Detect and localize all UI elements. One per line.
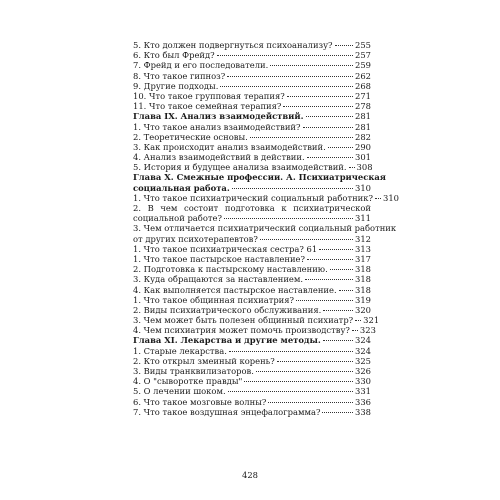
toc-entry-title: 1. Старые лекарства. [133,345,227,356]
toc-group-1 [133,40,371,172]
toc-entry[interactable] [133,71,371,81]
toc-page-number: 312 [355,233,371,244]
toc-entry-title: 6. Что такое мозговые волны? [133,396,267,407]
toc-entry-title: 4. Как выполняется пастырское наставление. [133,284,337,295]
toc-leader-dots [287,96,353,97]
toc-leader-dots [250,137,353,138]
toc-leader-dots [217,55,353,56]
toc-page-number: 259 [355,60,371,71]
toc-leader-dots [256,371,353,372]
toc-chapter-entry[interactable] [133,335,371,345]
toc-chapter-10-title-line2: социальная работа. [133,182,230,193]
toc-leader-dots [335,45,353,46]
toc-page-number: 336 [355,396,371,407]
toc-chapter-10-title-line2-row [133,183,371,193]
toc-page-number: 318 [355,274,371,285]
toc-leader-dots [323,310,353,311]
toc-leader-dots [349,167,355,168]
toc-leader-dots [306,116,353,117]
toc-page-number: 311 [355,213,371,224]
toc-leader-dots [328,147,353,148]
toc-item-2-line2-row [133,213,371,223]
toc-leader-dots [319,249,353,250]
toc-entry-title: 5. О лечении шоком. [133,386,226,397]
toc-chapter-10-title-line1: Глава X. Смежные профессии. А. Психиатрическая [133,172,386,183]
toc-page-number: 271 [355,90,371,101]
toc-entry-title: 9. Другие подходы. [133,80,219,91]
toc-item-2-line2: социальной работе? [133,213,222,224]
toc-entry[interactable] [133,60,371,70]
toc-entry[interactable] [133,162,371,172]
toc-entry[interactable] [133,101,371,111]
toc-leader-dots [303,127,354,128]
toc-entry-title: 3. Куда обращаются за наставлением. [133,274,304,285]
toc-entry-title: 1. Что такое психиатрический социальный работник? [133,192,373,203]
toc-entry[interactable] [133,356,371,366]
toc-entry[interactable] [133,50,371,60]
toc-entry-title: 7. Фрейд и его последователи. [133,60,269,71]
toc-page-number: 331 [355,386,371,397]
toc-leader-dots [227,76,353,77]
toc-entry-title: 2. Теоретические основы. [133,131,248,142]
toc-page-number: 325 [355,355,371,366]
toc-page-number: 338 [355,406,371,417]
toc-leader-dots [244,381,353,382]
toc-page-number: 313 [355,243,371,254]
toc-entry[interactable] [133,305,371,315]
toc-entry[interactable] [133,91,371,101]
toc-leader-dots [260,239,353,240]
toc-leader-dots [323,340,353,341]
toc-entry-title: 3. Чем может быть полезен общинный психиатр? [133,315,354,326]
toc-leader-dots [305,279,353,280]
toc-leader-dots [307,157,353,158]
toc-page-number: 320 [355,304,371,315]
toc-entry-title: 7. Что такое воздушная энцефалограмма? [133,406,321,417]
toc-page-number: 318 [355,264,371,275]
toc-page-number: 301 [355,152,371,163]
toc-entry-title: 11. Что такое семейная терапия? [133,101,282,112]
toc-leader-dots [339,290,353,291]
toc-entry[interactable] [133,192,399,203]
toc-entry[interactable] [133,244,371,254]
toc-entry[interactable] [133,366,371,376]
table-of-contents [133,40,399,417]
toc-entry-title: 3. Как происходит анализ взаимодействий. [133,141,326,152]
toc-page-number: 281 [355,111,371,122]
toc-entry-title: 5. История и будущее анализа взаимодействий. [133,162,347,173]
toc-entry-title: 6. Кто был Фрейд? [133,50,215,61]
toc-page-number: 317 [355,253,371,264]
toc-leader-dots [224,218,353,219]
toc-page-number: 323 [359,325,376,336]
toc-entry[interactable] [133,254,371,264]
toc-entry[interactable] [133,142,371,152]
toc-entry-title: 4. Чем психиатрия может помочь производству? [133,325,350,336]
toc-item-2-line1: 2. В чем состоит подготовка к психиатрической [133,203,371,213]
toc-leader-dots [322,412,353,413]
toc-entry-title: 2. Виды психиатрического обслуживания. [133,304,322,315]
toc-item-3-entry[interactable] [133,223,397,244]
toc-entry-title: Глава IX. Анализ взаимодействий. [133,111,304,122]
toc-leader-dots [277,361,353,362]
toc-entry-title: 4. Анализ взаимодействий в действии. [133,152,305,163]
toc-page-number: 290 [355,141,371,152]
toc-entry[interactable] [133,346,371,356]
toc-entry[interactable] [133,40,371,50]
toc-page-number: 318 [355,284,371,295]
toc-leader-dots [232,188,353,189]
toc-entry[interactable] [133,264,371,274]
toc-entry[interactable] [133,407,371,417]
toc-leader-dots [352,330,358,331]
toc-entry-title: 2. Кто открыл змеиный корень? [133,355,275,366]
toc-entry[interactable] [133,376,371,386]
toc-entry[interactable] [133,397,371,407]
toc-entry[interactable] [133,81,371,91]
toc-entry-title: 1. Что такое пастырское наставление? [133,253,305,264]
toc-page-number: 319 [355,294,371,305]
toc-entry[interactable] [133,132,371,142]
toc-page-number: 324 [355,345,371,356]
toc-item-3-line2-row [133,234,371,244]
toc-entry[interactable] [133,274,371,284]
toc-page-number: 255 [355,40,371,50]
toc-entry-title: 1. Что такое психиатрическая сестра? 61 [133,243,318,254]
toc-leader-dots [220,86,353,87]
toc-page-number: 282 [355,131,371,142]
toc-entry-title: 8. Что такое гипноз? [133,70,226,81]
toc-page-number: 308 [356,162,373,173]
toc-group-3 [133,243,380,417]
toc-entry[interactable] [133,152,371,162]
toc-entry-title: 2. Подготовка к пастырскому наставлению. [133,264,328,275]
toc-leader-dots [307,259,353,260]
toc-leader-dots [283,106,353,107]
toc-page-number: 321 [363,315,380,326]
page-number: 428 [242,470,258,480]
toc-page-number: 281 [355,121,371,132]
toc-leader-dots [228,391,353,392]
toc-page-number: 268 [355,80,371,91]
toc-page-number: 326 [355,366,371,376]
toc-entry[interactable] [133,295,371,305]
toc-entry-title: 1. Что такое анализ взаимодействий? [133,121,301,132]
toc-entry-title: 4. О "сыворотке правды" [133,376,243,387]
toc-leader-dots [270,65,353,66]
toc-entry[interactable] [133,325,376,336]
toc-page-number: 278 [355,101,371,112]
toc-entry[interactable] [133,122,371,132]
toc-page-number: 310 [355,182,371,193]
toc-page-number: 310 [382,192,399,203]
toc-page-number: 324 [355,335,371,346]
toc-entry[interactable] [133,386,371,396]
toc-leader-dots [355,320,361,321]
toc-leader-dots [268,402,353,403]
toc-page-number: 330 [355,376,371,387]
toc-chapter-10-entry[interactable] [133,172,386,193]
toc-chapter-entry[interactable] [133,111,371,121]
toc-page-number: 262 [355,70,371,81]
toc-entry-title: 1. Что такое общинная психиатрия? [133,294,295,305]
toc-page-number: 257 [355,50,371,61]
toc-item-3-line2: от других психотерапевтов? [133,233,258,244]
toc-item-2-entry[interactable] [133,203,371,223]
toc-leader-dots [375,198,381,199]
toc-entry[interactable] [133,315,380,326]
toc-item-3-line1: 3. Чем отличается психиатрический социальный работник [133,223,397,234]
toc-group-2 [133,192,399,203]
toc-entry[interactable] [133,285,371,295]
toc-leader-dots [229,351,353,352]
toc-entry-title: 5. Кто должен подвергнуться психоанализу? [133,40,333,50]
toc-leader-dots [296,300,353,301]
toc-leader-dots [330,269,353,270]
toc-entry-title: Глава XI. Лекарства и другие методы. [133,335,321,346]
toc-entry-title: 10. Что такое групповая терапия? [133,90,285,101]
toc-entry-title: 3. Виды транквилизаторов. [133,366,254,376]
